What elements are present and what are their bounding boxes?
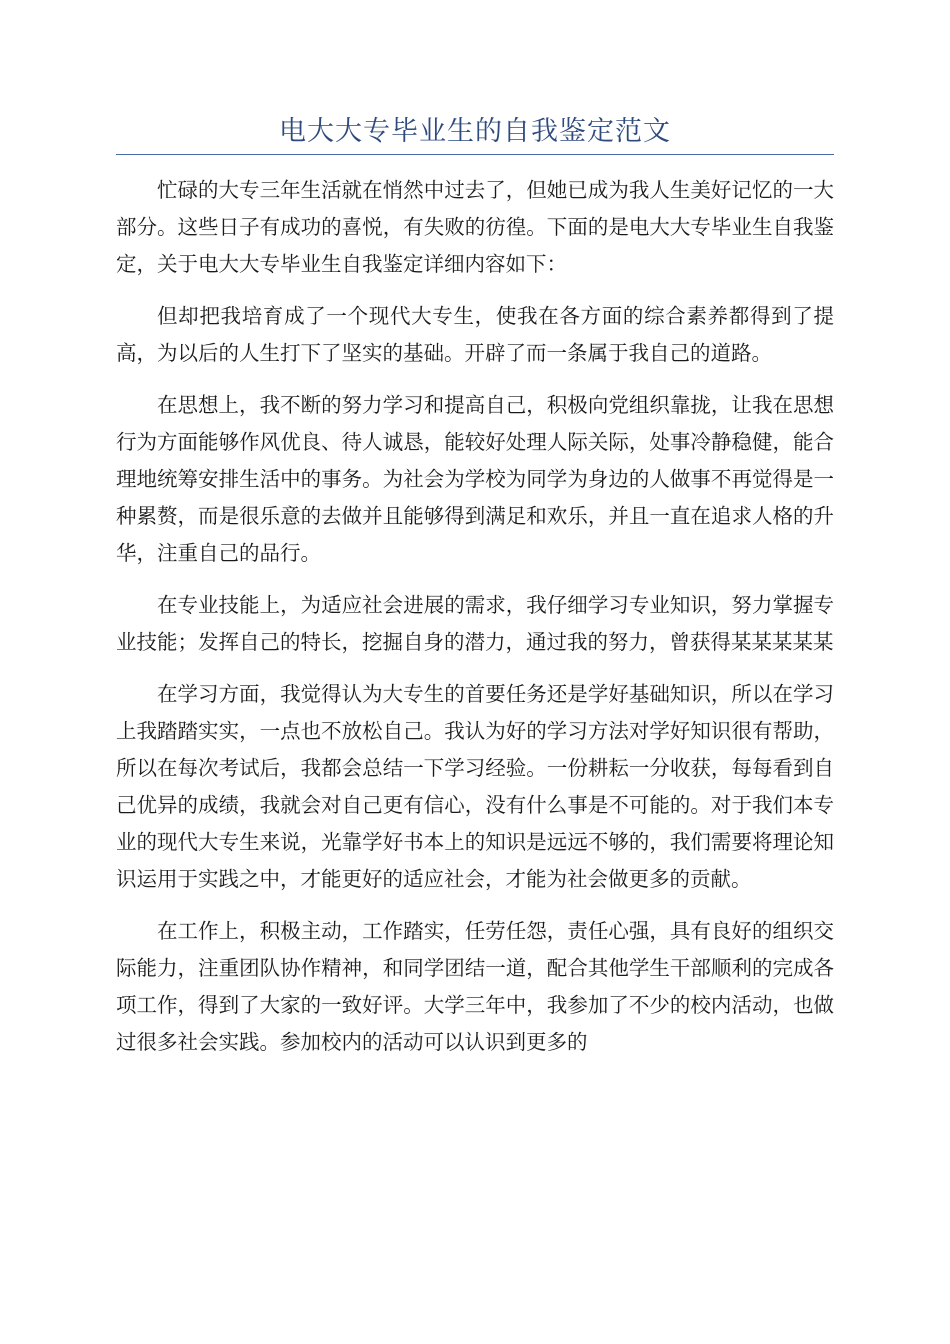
paragraph-intro: 忙碌的大专三年生活就在悄然中过去了，但她已成为我人生美好记忆的一大部分。这些日子有成功的喜悦，有失败的彷徨。下面的是电大大专毕业生自我鉴定，关于电大大专毕业生自我鉴定详细内容如下： <box>116 178 834 276</box>
paragraph-skills: 在专业技能上，为适应社会进展的需求，我仔细学习专业知识，努力掌握专业技能；发挥自己的特长，挖掘自身的潜力，通过我的努力，曾获得某某某某某 <box>116 593 834 654</box>
paragraph-ideology: 在思想上，我不断的努力学习和提高自己，积极向党组织靠拢，让我在思想行为方面能够作风优良、待人诚恳，能较好处理人际关际，处事冷静稳健，能合理地统筹安排生活中的事务。为社会为学校为同学为身边的人做事不再觉得是一种累赘，而是很乐意的去做并且能够得到满足和欢乐，并且一直在追求人格的升华，注重自己的品行。 <box>116 393 834 565</box>
paragraph-work: 在工作上，积极主动，工作踏实，任劳任怨，责任心强，具有良好的组织交际能力，注重团队协作精神，和同学团结一道，配合其他学生干部顺利的完成各项工作，得到了大家的一致好评。大学三年中，我参加了不少的校内活动，也做过很多社会实践。参加校内的活动可以认识到更多的 <box>116 919 834 1054</box>
title-underline <box>116 154 834 155</box>
document-body <box>116 172 834 1076</box>
document-title: 电大大专毕业生的自我鉴定范文 <box>279 116 671 147</box>
paragraph-growth: 但却把我培育成了一个现代大专生，使我在各方面的综合素养都得到了提高，为以后的人生打下了坚实的基础。开辟了而一条属于我自己的道路。 <box>116 304 834 365</box>
paragraph-study: 在学习方面，我觉得认为大专生的首要任务还是学好基础知识，所以在学习上我踏踏实实，一点也不放松自己。我认为好的学习方法对学好知识很有帮助，所以在每次考试后，我都会总结一下学习经验。一份耕耘一分收获，每每看到自己优异的成绩，我就会对自己更有信心，没有什么事是不可能的。对于我们本专业的现代大专生来说，光靠学好书本上的知识是远远不够的，我们需要将理论知识运用于实践之中，才能更好的适应社会，才能为社会做更多的贡献。 <box>116 682 834 891</box>
